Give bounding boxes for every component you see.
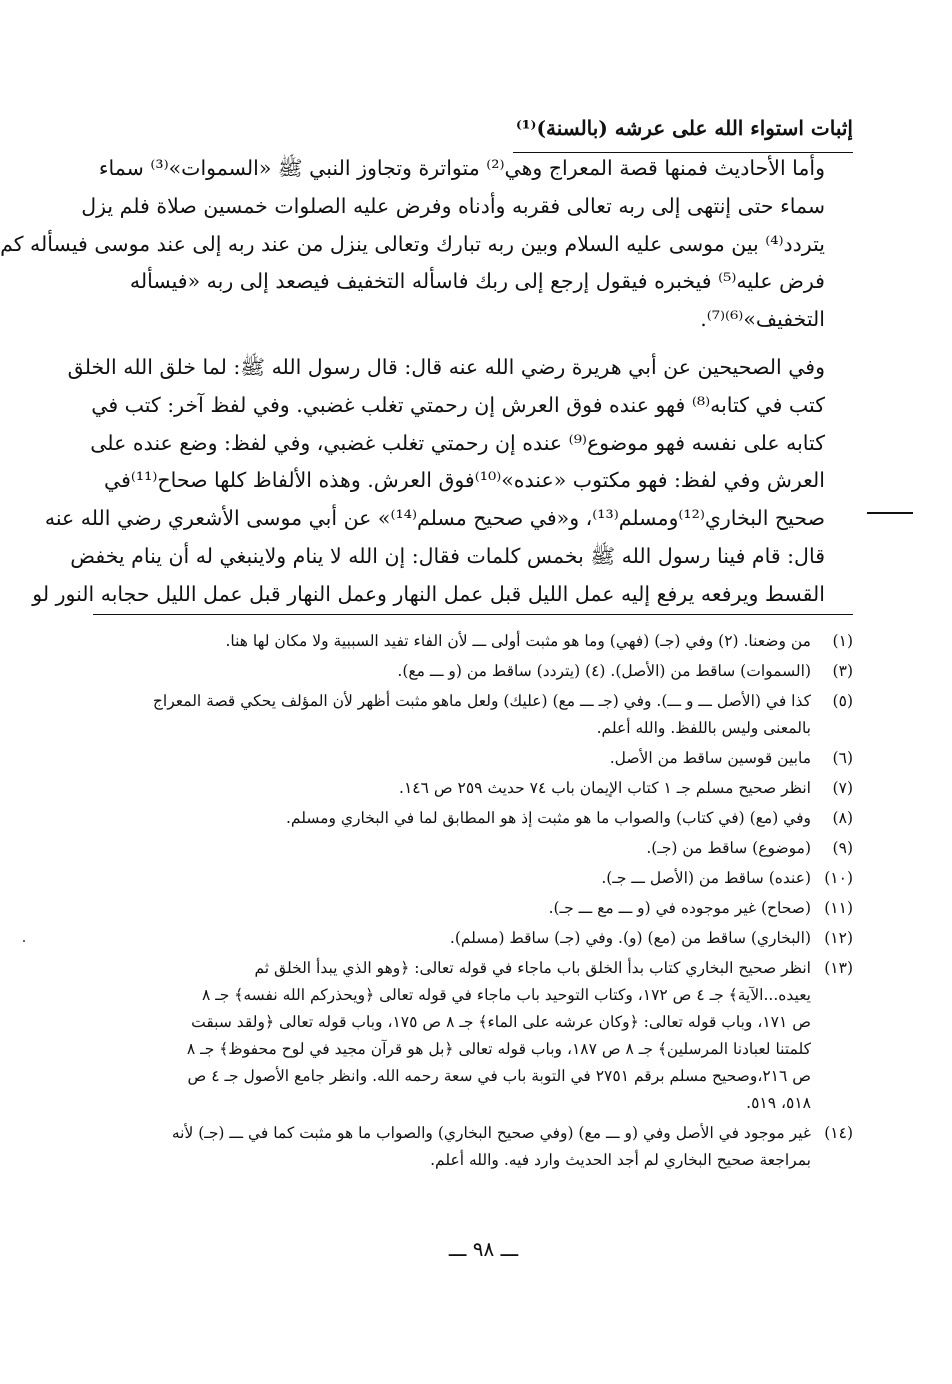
text-line: فرض عليه⁽⁵⁾ فيخبره فيقول إرجع إلى ربك فاسأله التخفيف فيصعد إلى ربه «فيسأله <box>129 269 825 294</box>
text-line: العرش وفي لفظ: فهو مكتوب «عنده»⁽¹⁰⁾فوق العرش. وهذه الألفاظ كلها صحاح⁽¹¹⁾في <box>104 468 825 493</box>
footnote-line: غير موجود في الأصل وفي (و ـــ مع) (وفي صحيح البخاري) والصواب ما هو مثبت كما في ـــ (جـ) لأنه <box>171 1124 811 1142</box>
section-heading: إثبات استواء الله على عرشه (بالسنة)⁽¹⁾ <box>515 116 853 140</box>
text-line: صحيح البخاري⁽¹²⁾ومسلم⁽¹³⁾، و«في صحيح مسلم⁽¹⁴⁾» عن أبي موسى الأشعري رضي الله عنه <box>44 506 825 531</box>
text-line: التخفيف»⁽⁶⁾⁽⁷⁾. <box>700 307 825 332</box>
footnote-line: من وضعنا. (٢) وفي (جـ) (فهي) وما هو مثبت أولى ـــ لأن الفاء تفيد السببية ولا مكان لها هنا. <box>225 632 811 650</box>
footnote-line: ص ٢١٦،وصحيح مسلم برقم ٢٧٥١ في التوبة باب في سعة رحمه الله. وانظر جامع الأصول جـ ٤ ص <box>187 1067 811 1085</box>
footnote-line: (السموات) ساقط من (الأصل). (٤) (يتردد) ساقط من (و ـــ مع). <box>397 662 811 680</box>
footnote-line: يعيده...الآية﴾ جـ ٤ ص ١٧٢، وكتاب التوحيد باب ماجاء في قوله تعالى ﴿ويحذركم الله نفسه﴾ جـ ٨ <box>201 986 811 1004</box>
footnote-number: (١٤) <box>824 1124 853 1142</box>
footnote-number: (١١) <box>824 899 853 917</box>
footnote-line: (البخاري) ساقط من (مع) (و). وفي (جـ) ساقط (مسلم). <box>449 929 811 947</box>
footnote-line: (صحاح) غير موجوده في (و ـــ مع ـــ جـ). <box>548 899 811 917</box>
footnote-line: بمراجعة صحيح البخاري لم أجد الحديث وارد فيه. والله أعلم. <box>430 1151 811 1169</box>
footnote-number: (٨) <box>832 809 853 827</box>
footnote <box>93 955 853 1117</box>
heading-underline <box>513 152 853 153</box>
footnote <box>93 895 853 922</box>
footnote-number: (١٠) <box>824 869 853 887</box>
footnote-line: (موضوع) ساقط من (جـ). <box>646 839 811 857</box>
footnote-number: (٩) <box>832 839 853 857</box>
footnote-line: كذا في (الأصل ـــ و ـــ). وفي (جـ ـــ مع) (عليك) ولعل ماهو مثبت أظهر لأن المؤلف يحكي قصة المعراج <box>152 692 811 710</box>
page-number: ـــ ٩٨ ـــ <box>448 1237 519 1261</box>
footnote-line: مابين قوسين ساقط من الأصل. <box>609 749 811 767</box>
text-line: يتردد⁽⁴⁾ بين موسى عليه السلام وبين ربه تبارك وتعالى ينزل من عند ربه إلى عند موسى فيسأله كم <box>0 231 825 256</box>
footnote-line: وفي (مع) (في كتاب) والصواب ما هو مثبت إذ هو المطابق لما في البخاري ومسلم. <box>285 809 811 827</box>
footnote <box>93 775 853 802</box>
footnote <box>93 628 853 655</box>
footnote <box>93 835 853 862</box>
footnote-line: انظر صحيح مسلم جـ ١ كتاب الإيمان باب ٧٤ حديث ٢٥٩ ص ١٤٦. <box>399 779 811 797</box>
footnote-number: (٣) <box>832 662 853 680</box>
scan-speck <box>23 940 25 942</box>
footnote-number: (١) <box>832 632 853 650</box>
footnote <box>93 658 853 685</box>
footnote <box>93 865 853 892</box>
footnotes <box>93 628 853 1177</box>
text-line: القسط ويرفعه يرفع إليه عمل الليل قبل عمل النهار وعمل النهار قبل عمل الليل حجابه النور لو <box>93 576 853 615</box>
footnote-line: كلمتنا لعبادنا المرسلين﴾ جـ ٨ ص ١٨٧، وباب قوله تعالى ﴿بل هو قرآن مجيد في لوح محفوظ﴾ جـ ٨ <box>186 1040 811 1058</box>
text-line: وأما الأحاديث فمنها قصة المعراج وهي⁽²⁾ متواترة وتجاوز النبي ﷺ «السموات»⁽³⁾ سماء <box>98 156 825 180</box>
text-line: كتابه على نفسه فهو موضوع⁽⁹⁾ عنده إن رحمتي تغلب غضبي، وفي لفظ: وضع عنده على <box>90 430 825 455</box>
footnote-line: ص ١٧١، وباب قوله تعالى: ﴿وكان عرشه على الماء﴾ جـ ٨ ص ١٧٥، وباب قوله تعالى ﴿ولقد سبقت <box>191 1013 811 1031</box>
footnote <box>93 688 853 742</box>
text-line: سماء حتى إنتهى إلى ربه تعالى فقربه وأدناه وفرض عليه الصلوات خمسين صلاة فلم يزل <box>81 193 825 218</box>
footnote-number: (٧) <box>832 779 853 797</box>
footnote-line: (عنده) ساقط من (الأصل ـــ جـ). <box>601 869 811 887</box>
footnote-number: (٥) <box>832 692 853 710</box>
footnote-line: انظر صحيح البخاري كتاب بدأ الخلق باب ماجاء في قوله تعالى: ﴿وهو الذي يبدأ الخلق ثم <box>254 959 811 977</box>
footnote-line: بالمعنى وليس باللفظ. والله أعلم. <box>596 719 811 737</box>
body-text <box>0 150 853 615</box>
text-line: وفي الصحيحين عن أبي هريرة رضي الله عنه قال: قال رسول الله ﷺ: لما خلق الله الخلق <box>67 354 825 379</box>
text-line: كتب في كتابه⁽⁸⁾ فهو عنده فوق العرش إن رحمتي تغلب غضبي. وفي لفظ آخر: كتب في <box>91 392 825 417</box>
footnote-number: (٦) <box>832 749 853 767</box>
footnote <box>93 1120 853 1174</box>
footnote <box>93 745 853 772</box>
footnote-number: (١٣) <box>824 959 853 977</box>
footnote <box>93 805 853 832</box>
footnote-number: (١٢) <box>824 929 853 947</box>
margin-mark <box>867 512 913 514</box>
page-content <box>0 112 853 625</box>
paragraph-2 <box>32 349 853 615</box>
footnote-line: ٥١٨، ٥١٩. <box>746 1094 811 1112</box>
footnote <box>93 925 853 952</box>
paragraph-1 <box>0 150 853 339</box>
text-line: قال: قام فينا رسول الله ﷺ بخمس كلمات فقال: إن الله لا ينام ولاينبغي له أن ينام يخفض <box>70 543 825 568</box>
